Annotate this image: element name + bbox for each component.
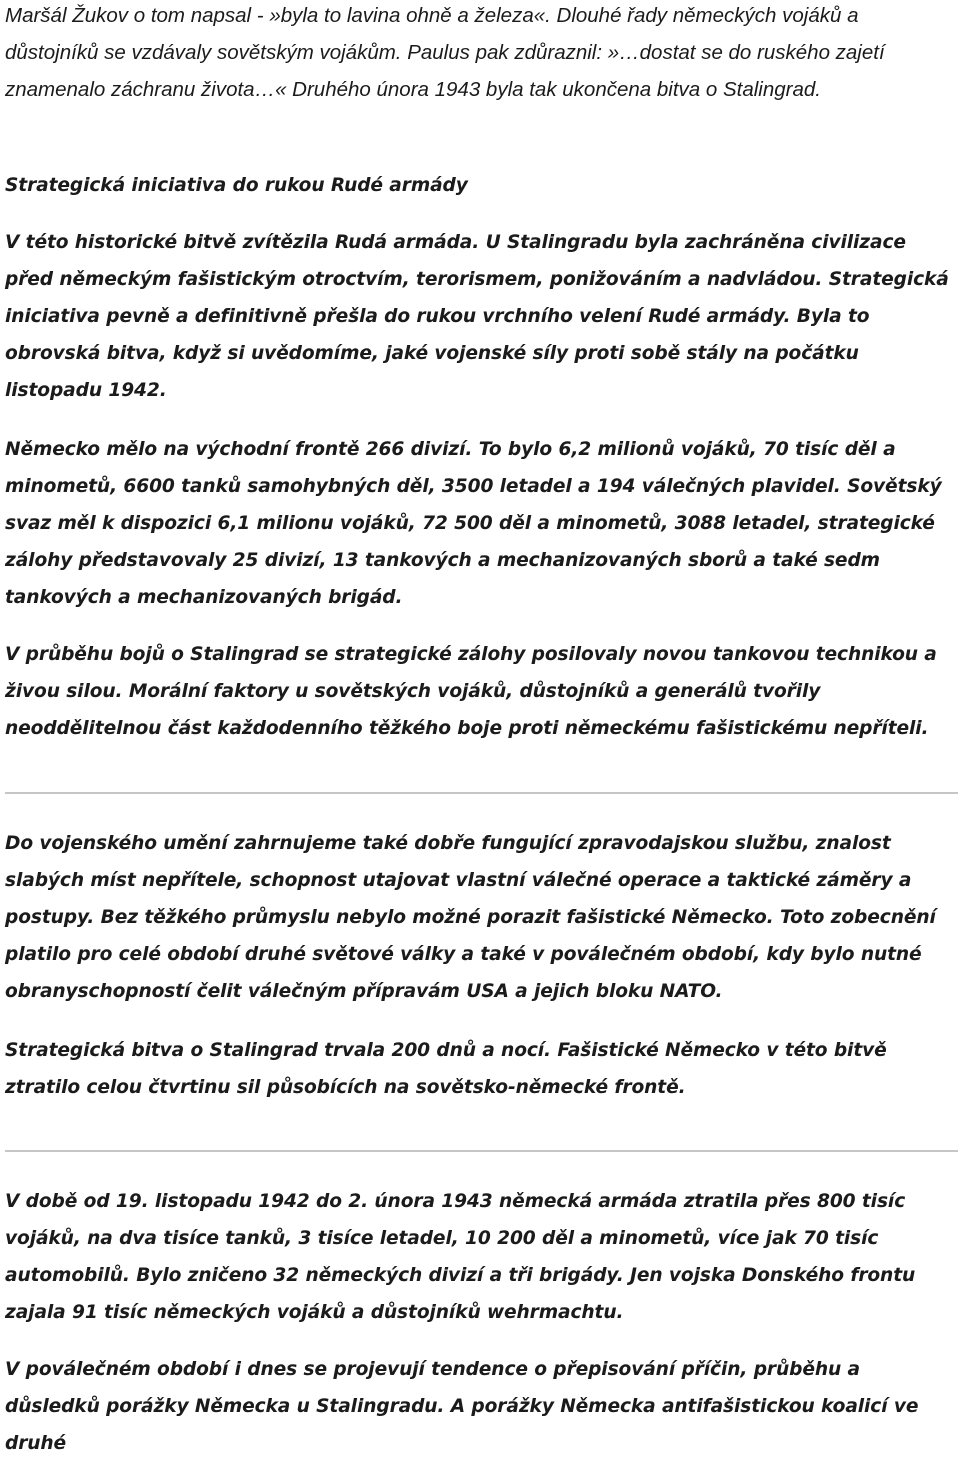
paragraph-battle-duration: Strategická bitva o Stalingrad trvala 200 dnů a nocí. Fašistické Německo v této bitvě ztratilo celou čtvrtinu sil působících na sovětsko-německé frontě. xyxy=(5,1040,887,1098)
section-heading-strategic-initiative: Strategická iniciativa do rukou Rudé armády xyxy=(5,175,468,196)
paragraph-historic-battle: V této historické bitvě zvítězila Rudá armáda. U Stalingradu byla zachráněna civilizace před německým fašistickým otroctvím, terorismem, ponižováním a nadvládou. Strategická iniciativa pevně a definitivně přešla do rukou vrchního velení Rudé armády. Byla to obrovská bitva, když si uvědomíme, jaké vojenské síly proti sobě stály na počátku listopadu 1942. xyxy=(5,232,949,401)
horizontal-rule xyxy=(5,792,958,794)
paragraph-military-art: Do vojenského umění zahrnujeme také dobře fungující zpravodajskou službu, znalost slabých míst nepřítele, schopnost utajovat vlastní válečné operace a taktické záměry a postupy. Bez těžkého průmyslu nebylo možné porazit fašistické Německo. Toto zobecnění platilo pro celé období druhé světové války a také v poválečném období, kdy bylo nutné obranyschopností čelit válečným přípravám USA a jejich bloku NATO. xyxy=(5,833,936,1002)
paragraph-forces-comparison: Německo mělo na východní frontě 266 divizí. To bylo 6,2 milionů vojáků, 70 tisíc děl a minometů, 6600 tanků samohybných děl, 3500 letadel a 194 válečných plavidel. Sovětský svaz měl k dispozici 6,1 milionu vojáků, 72 500 děl a minometů, 3088 letadel, strategické zálohy představovaly 25 divizí, 13 tankových a mechanizovaných sborů a také sedm tankových a mechanizovaných brigád. xyxy=(5,439,942,608)
horizontal-rule xyxy=(5,1150,958,1152)
paragraph-postwar-tendencies: V poválečném období i dnes se projevují tendence o přepisování příčin, průběhu a důsledků porážky Německa u Stalingradu. A porážky Německa antifašistickou koalicí ve druhé xyxy=(5,1359,919,1454)
paragraph-zukov-quote: Maršál Žukov o tom napsal - »byla to lavina ohně a železa«. Dlouhé řady německých vojáků a důstojníků se vzdávaly sovětským vojákům. Paulus pak zdůraznil: »…dostat se do ruského zajetí znamenalo záchranu života…« Druhého února 1943 byla tak ukončena bitva o Stalingrad. xyxy=(5,4,885,101)
paragraph-german-losses: V době od 19. listopadu 1942 do 2. února 1943 německá armáda ztratila přes 800 tisíc vojáků, na dva tisíce tanků, 3 tisíce letadel, 10 200 děl a minometů, více jak 70 tisíc automobilů. Bylo zničeno 32 německých divizí a tři brigády. Jen vojska Donského frontu zajala 91 tisíc německých vojáků a důstojníků wehrmachtu. xyxy=(5,1191,916,1323)
paragraph-reserves: V průběhu bojů o Stalingrad se strategické zálohy posilovaly novou tankovou technikou a živou silou. Morální faktory u sovětských vojáků, důstojníků a generálů tvořily neoddělitelnou část každodenního těžkého boje proti německému fašistickému nepříteli. xyxy=(5,644,937,739)
